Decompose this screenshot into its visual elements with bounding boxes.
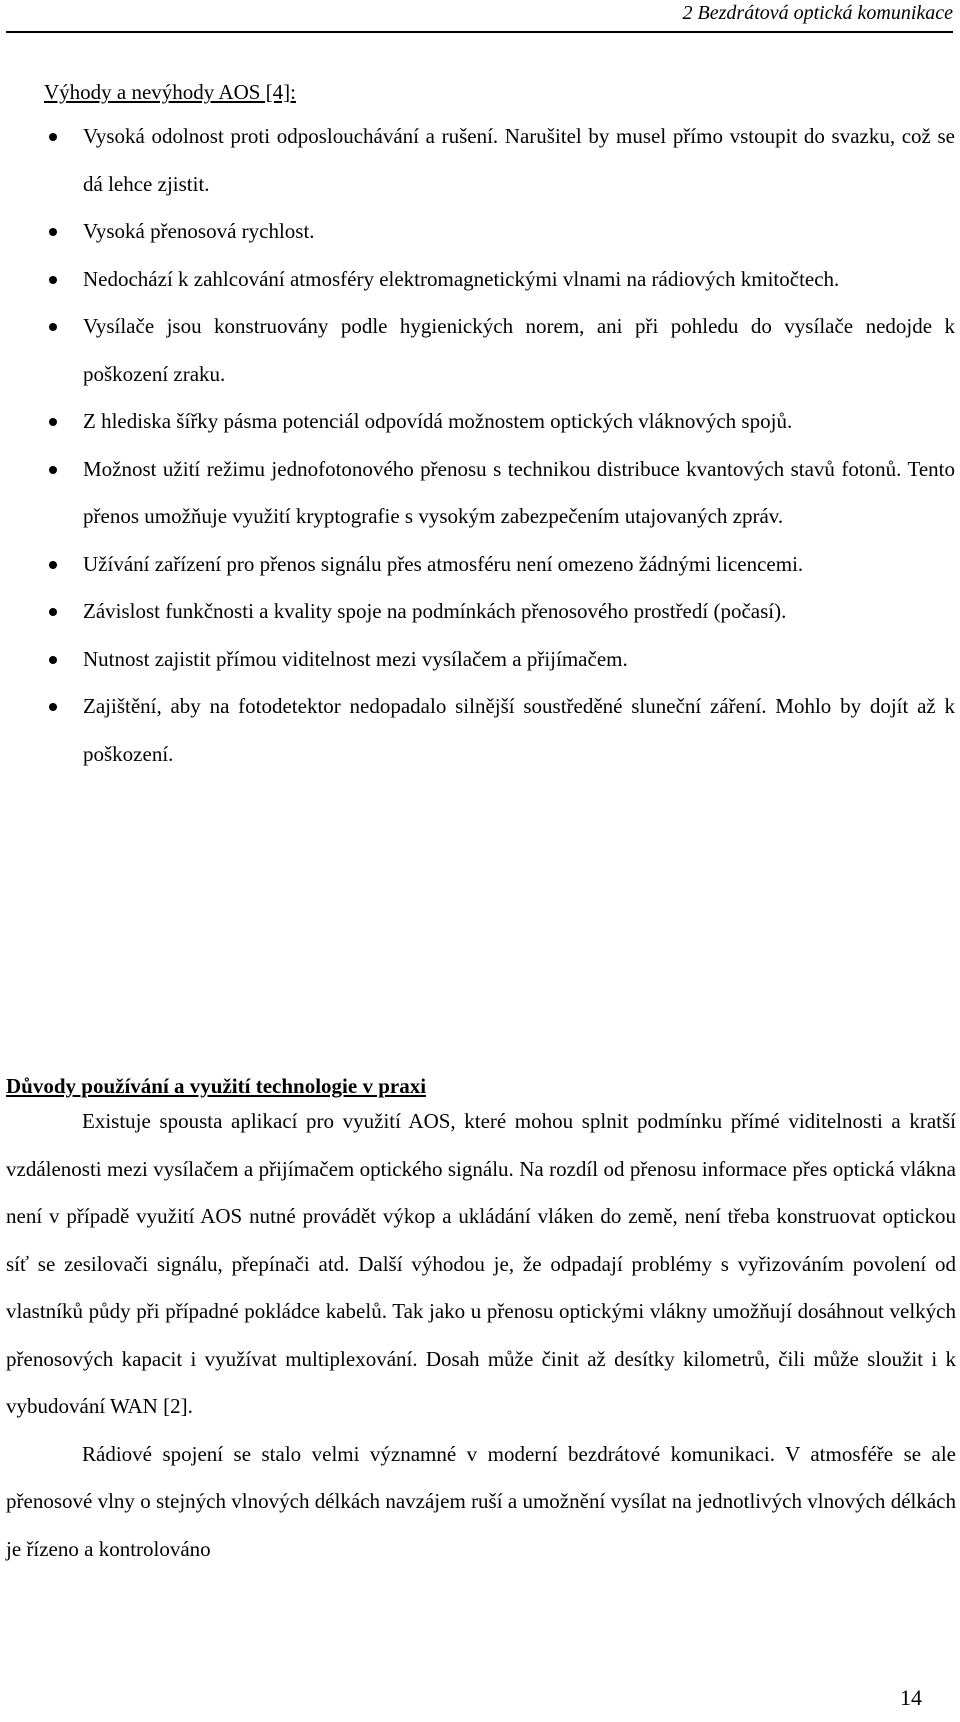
bullet-text: Závislost funkčnosti a kvality spoje na podmínkách přenosového prostředí (počasí).	[83, 599, 787, 623]
bullet-dot	[49, 276, 57, 284]
bullet-item	[83, 113, 955, 208]
bullet-item	[83, 398, 955, 446]
bullet-dot	[49, 228, 57, 236]
section-heading: Výhody a nevýhody AOS [4]:	[44, 80, 296, 104]
bullet-item	[83, 636, 955, 684]
bullet-list	[0, 113, 955, 778]
bullet-text: Vysoká odolnost proti odposlouchávání a rušení. Narušitel by musel přímo vstoupit do svazku, což se dá lehce zjistit.	[83, 124, 955, 196]
bullet-dot	[49, 418, 57, 426]
bullet-item	[83, 256, 955, 304]
bullet-text: Zajištění, aby na fotodetektor nedopadalo silnější soustředěné sluneční záření. Mohlo by dojít až k poškození.	[83, 694, 955, 766]
bullet-text: Užívání zařízení pro přenos signálu přes atmosféru není omezeno žádnými licencemi.	[83, 551, 804, 576]
bullet-dot	[49, 608, 57, 616]
bullet-dot	[49, 561, 57, 569]
bullet-dot	[49, 323, 57, 331]
bullet-text: Nedochází k zahlcování atmosféry elektromagnetickými vlnami na rádiových kmitočtech.	[83, 266, 840, 291]
body-text	[6, 1098, 956, 1573]
bullet-text: Možnost užití režimu jednofotonového přenosu s technikou distribuce kvantových stavů fotonů. Tento přenos umožňuje využití kryptografie s vysokým zabezpečením utajovaných zpráv.	[83, 456, 955, 528]
bullet-item	[83, 588, 955, 636]
bullet-text: Vysílače jsou konstruovány podle hygienických norem, ani při pohledu do vysílače nedojde k poškození zraku.	[83, 314, 955, 386]
paragraph: Existuje spousta aplikací pro využití AOS, které mohou splnit podmínku přímé viditelnosti a kratší vzdálenosti mezi vysílačem a přijímačem optického signálu. Na rozdíl od přenosu informace přes optická vlákna není v případě využití AOS nutné provádět výkop a ukládání vláken do země, není třeba konstruovat optickou síť se zesilovači signálu, přepínači atd. Další výhodou je, že odpadají problémy s vyřizováním povolení od vlastníků půdy při případné pokládce kabelů. Tak jako u přenosu optickými vlákny umožňují dosáhnout velkých přenosových kapacit i využívat multiplexování. Dosah může činit až desítky kilometrů, čili může sloužit i k vybudování WAN [2].	[6, 1109, 956, 1418]
bullet-item	[83, 541, 955, 589]
bullet-dot	[49, 133, 57, 141]
bullet-item	[83, 208, 955, 256]
bullet-text: Vysoká přenosová rychlost.	[83, 219, 315, 243]
bullet-item	[83, 446, 955, 541]
bullet-text: Nutnost zajistit přímou viditelnost mezi vysílačem a přijímačem.	[83, 646, 628, 671]
bullet-dot	[49, 656, 57, 664]
bullet-item	[83, 303, 955, 398]
bullet-text: Z hlediska šířky pásma potenciál odpovídá možnostem optických vláknových spojů.	[83, 409, 793, 433]
header-rule	[6, 31, 953, 33]
paragraph: Rádiové spojení se stalo velmi významné v moderní bezdrátové komunikaci. V atmosféře se ale přenosové vlny o stejných vlnových délkách navzájem ruší a umožnění vysílat na jednotlivých vlnových délkách je řízeno a kontrolováno	[6, 1441, 956, 1561]
subsection-heading: Důvody používání a využití technologie v praxi	[6, 1074, 427, 1098]
bullet-dot	[49, 703, 57, 711]
page-number: 14	[900, 1685, 922, 1710]
bullet-dot	[49, 466, 57, 474]
bullet-item	[83, 683, 955, 778]
running-header: 2 Bezdrátová optická komunikace	[682, 2, 953, 24]
